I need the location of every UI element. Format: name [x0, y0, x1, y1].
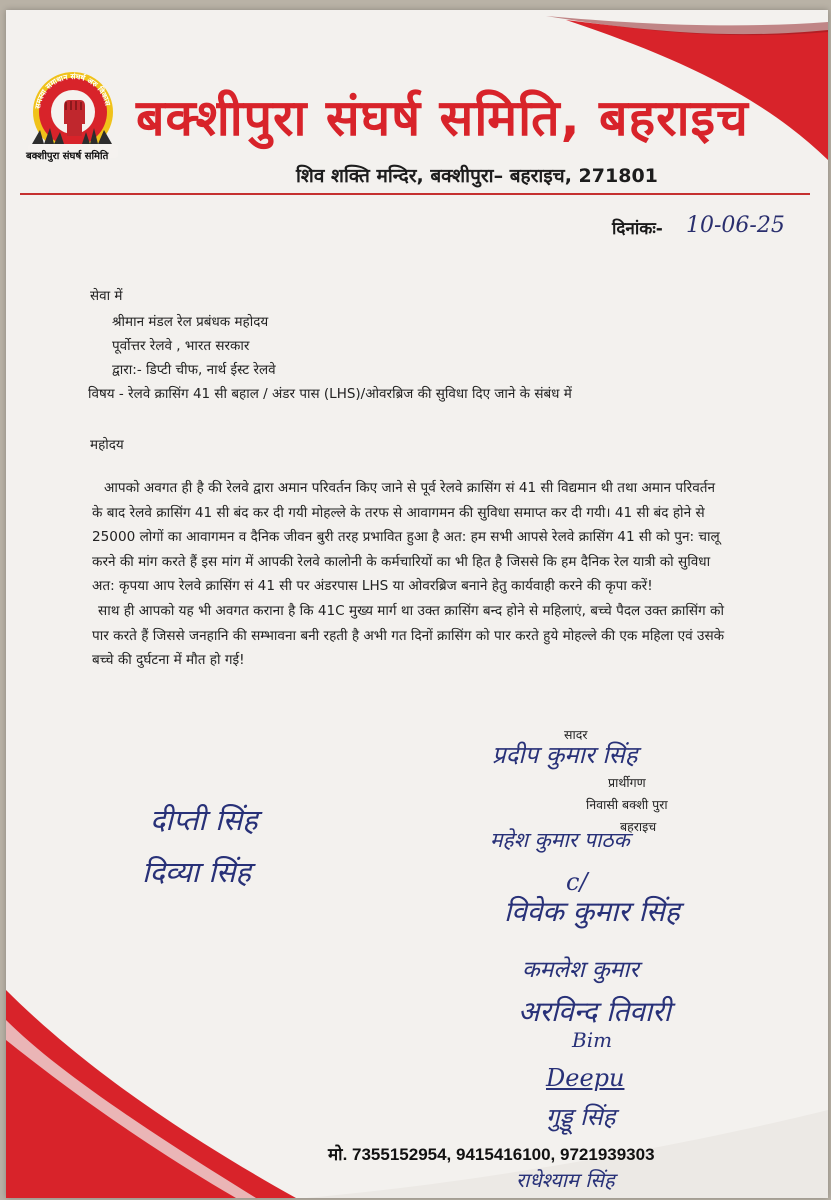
- signature-right-4: अरविन्द तिवारी: [518, 995, 671, 1028]
- closing-prarthigan: प्रार्थीगण: [608, 775, 646, 790]
- signature-initials: Bim: [572, 1028, 613, 1052]
- logo-motto: समस्या समाधान संघर्ष अरु विकास: [33, 71, 113, 110]
- signature-right-7: राधेश्याम सिंह: [516, 1168, 615, 1192]
- svg-text:समस्या समाधान संघर्ष अरु विकास: [33, 72, 113, 110]
- signature-right-2: विवेक कुमार सिंह: [504, 895, 680, 928]
- recipient-line-1: सेवा में: [90, 288, 123, 304]
- header-divider: [20, 193, 810, 195]
- body-paragraph-1: आपको अवगत ही है की रेलवे द्वारा अमान परिवर्तन किए जाने से पूर्व रेलवे क्रासिंग सं 41 सी विद्यमान थी तथा अमान परिवर्तन के बाद रेलवे क्रासिंग 41 सी बंद कर दी गयी मोहल्ले के तरफ से आवागमन की सुविधा समाप्त कर दी गयी। 41 सी बंद होने से 25000 लोगों का आवागमन व दैनिक जीवन बुरी तरह प्रभावित हुआ है अत: हम सभी आपसे रेलवे क्रासिंग 41 सी को पुन: चालू करने की मांग करते हैं इस मांग में आपकी रेलवे कालोनी के कर्मचारियों का भी हित है जिससे कि हम दैनिक रेल यात्री को सुविधा अत: कृपया आप रेलवे क्रासिंग सं 41 सी पर अंडरपास LHS या ओवरब्रिज बनाने हेतु कार्यवाही करने की कृपा करें!: [92, 480, 720, 595]
- letter-body: [92, 476, 728, 673]
- closing-sadar: सादर: [564, 727, 588, 742]
- signature-pradeep: प्रदीप कुमार सिंह: [492, 741, 638, 769]
- signature-right-5: Deepu: [546, 1064, 625, 1092]
- bottom-left-swoosh: [6, 990, 296, 1198]
- logo-caption: बक्शीपुरा संघर्ष समिति: [26, 151, 109, 162]
- date-value: 10-06-25: [686, 213, 785, 238]
- date-label: दिनांकः-: [612, 219, 663, 239]
- signature-left-2: दिव्या सिंह: [142, 855, 251, 889]
- organization-name: बक्शीपुरा संघर्ष समिति, बहराइच: [136, 89, 749, 147]
- recipient-line-3: पूर्वोत्तर रेलवे , भारत सरकार: [112, 338, 250, 354]
- signature-right-1: महेश कुमार पाठक: [490, 828, 630, 852]
- body-paragraph-2: साथ ही आपको यह भी अवगत कराना है कि 41C मुख्य मार्ग था उक्त क्रासिंग बन्द होने से महिलाएं, बच्चे पैदल उक्त क्रासिंग को पार करते हैं जिससे जनहानि की सम्भावना बनी रहती है अभी गत दिनों क्रासिंग को पार करते हुये मोहल्ले की एक महिला एवं उसके बच्चे की दुर्घटना में मौत हो गई!: [92, 602, 725, 669]
- closing-niwasi: निवासी बक्शी पुरा: [586, 797, 668, 812]
- salutation: महोदय: [90, 437, 124, 453]
- recipient-line-4: द्वारा:- डिप्टी चीफ, नार्थ ईस्ट रेलवे: [112, 362, 276, 378]
- contact-phone: मो. 7355152954, 9415416100, 9721939303: [328, 1145, 655, 1164]
- signature-mark: c/: [566, 868, 588, 896]
- logo-arc-text: [22, 66, 124, 166]
- signature-right-6: गुड्डू सिंह: [546, 1103, 616, 1131]
- letter-page: [6, 10, 828, 1198]
- recipient-line-2: श्रीमान मंडल रेल प्रबंधक महोदय: [112, 314, 269, 330]
- signature-right-3: कमलेश कुमार: [522, 957, 639, 983]
- closing-place: बहराइच: [620, 819, 657, 834]
- subject-line: विषय - रेलवे क्रासिंग 41 सी बहाल / अंडर पास (LHS)/ओवरब्रिज की सुविधा दिए जाने के संबंध में: [88, 386, 572, 402]
- signature-left-1: दीप्ती सिंह: [150, 803, 258, 837]
- organization-address: शिव शक्ति मन्दिर, बक्शीपुरा– बहराइच, 271801: [296, 165, 658, 187]
